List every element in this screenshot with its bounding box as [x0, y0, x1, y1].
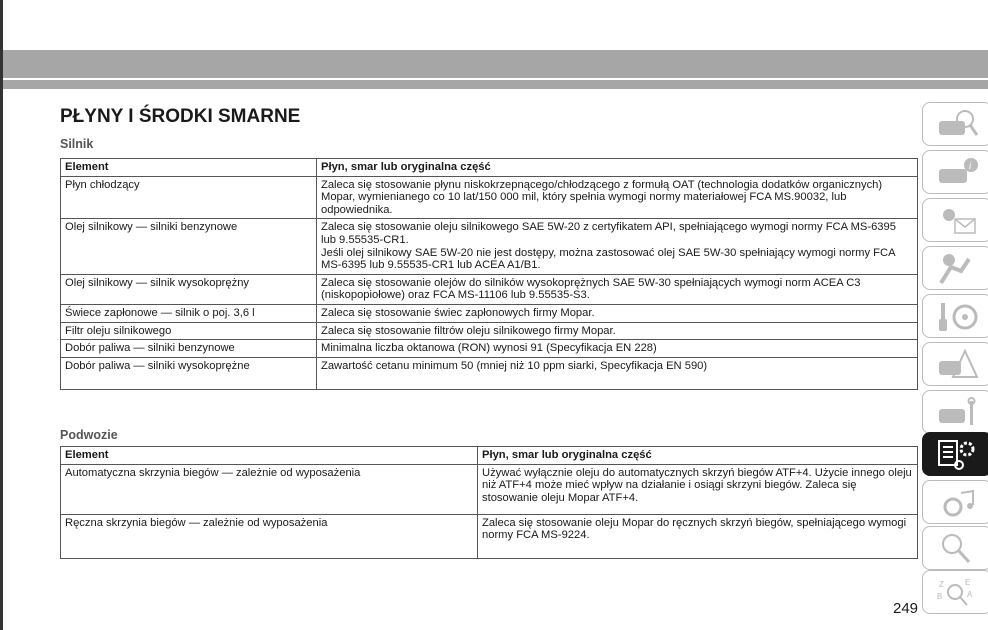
multimedia-icon: [935, 485, 979, 519]
tab-multimedia[interactable]: [922, 480, 988, 524]
svg-text:i: i: [969, 161, 972, 172]
tab-car-service[interactable]: [922, 390, 988, 434]
warning-lights-mail-icon: [935, 203, 979, 237]
car-search-icon: [935, 107, 979, 141]
cell-fluid: Zaleca się stosowanie świec zapłonowych firmy Mopar.: [317, 304, 918, 322]
index-icon: [935, 575, 979, 609]
car-hazard-triangle-icon: [935, 347, 979, 381]
col-header: Element: [61, 159, 317, 177]
tab-key-steering[interactable]: [922, 294, 988, 338]
engine-fluids-table: [60, 158, 918, 390]
section-heading-podwozie: Podwozie: [60, 428, 118, 442]
cell-element: Automatyczna skrzynia biegów — zależnie od wyposażenia: [61, 464, 478, 514]
cell-fluid: [317, 219, 918, 274]
tab-car-search[interactable]: [922, 102, 988, 146]
page-number: 249: [893, 600, 919, 617]
col-header: Płyn, smar lub oryginalna część: [478, 447, 918, 465]
cell-element: Dobór paliwa — silniki wysokoprężne: [61, 357, 317, 389]
key-steering-wheel-icon: [935, 299, 979, 333]
cell-element: Filtr oleju silnikowego: [61, 322, 317, 340]
header-band-lower: [3, 80, 988, 89]
cell-fluid: Zaleca się stosowanie oleju Mopar do ręcznych skrzyń biegów, spełniającego wymogi normy FCA MS-9224.: [478, 514, 918, 558]
svg-text:B: B: [937, 592, 943, 601]
table-row: [61, 274, 918, 304]
page-title: PŁYNY I ŚRODKI SMARNE: [60, 106, 301, 127]
tab-airbag-seat[interactable]: [922, 246, 988, 290]
svg-text:E: E: [965, 578, 971, 587]
cell-fluid: Używać wyłącznie oleju do automatycznych skrzyń biegów ATF+4. Użycie innego oleju niż ATF+4 może mieć wpływ na działanie i osiągi skrzyni biegów. Zaleca się stosowanie oleju Mopar ATF+4.: [478, 464, 918, 514]
tab-warning-lights[interactable]: [922, 198, 988, 242]
table-row: [61, 340, 918, 358]
table-row: [61, 176, 918, 219]
table-row: [61, 514, 918, 558]
col-header: Element: [61, 447, 478, 465]
cell-element: Olej silnikowy — silnik wysokoprężny: [61, 274, 317, 304]
cell-text: Zaleca się stosowanie oleju silnikowego SAE 5W-20 z certyfikatem API, spełniającego wymogi normy FCA MS-6395 lub 9.55535-CR1.: [321, 221, 896, 246]
technical-specs-icon: [935, 437, 979, 471]
cell-fluid: Minimalna liczba oktanowa (RON) wynosi 91 (Specyfikacja EN 228): [317, 340, 918, 358]
car-info-icon: [935, 155, 979, 189]
table-row: [61, 357, 918, 389]
cell-fluid: Zaleca się stosowanie filtrów oleju silnikowego firmy Mopar.: [317, 322, 918, 340]
search-icon: [935, 531, 979, 565]
cell-text: Jeśli olej silnikowy SAE 5W-20 nie jest dostępy, można zastosować olej SAE 5W-30 spełniający wymogi normy FCA MS-6395 lub 9.55535-CR1 lub ACEA A1/B1.: [321, 246, 895, 272]
tab-hazard[interactable]: [922, 342, 988, 386]
svg-text:Z: Z: [939, 580, 944, 589]
table-row: [61, 464, 918, 514]
table-row: [61, 322, 918, 340]
section-heading-silnik: Silnik: [60, 137, 94, 151]
car-wrench-icon: [935, 395, 979, 429]
cell-fluid: Zaleca się stosowanie olejów do silników wysokoprężnych SAE 5W-30 spełniających wymogi norm ACEA C3 (niskopopiołowe) oraz FCA MS-11106 lub 9.55535-S3.: [317, 274, 918, 304]
tab-technical-specs[interactable]: [922, 432, 988, 476]
cell-element: Dobór paliwa — silniki benzynowe: [61, 340, 317, 358]
cell-element: Świece zapłonowe — silnik o poj. 3,6 l: [61, 304, 317, 322]
table-row: [61, 304, 918, 322]
page-edge: [0, 0, 3, 630]
cell-fluid: Zaleca się stosowanie płynu niskokrzepnącego/chłodzącego z formułą OAT (technologia dodatków organicznych) Mopar, wymienianego co 10 lat/150 000 mil, który spełnia wymogi normy materiałowej FCA MS.90032, lub odpowiednika.: [317, 176, 918, 219]
cell-element: Ręczna skrzynia biegów — zależnie od wyposażenia: [61, 514, 478, 558]
cell-element: Płyn chłodzący: [61, 176, 317, 219]
table-row: [61, 219, 918, 274]
chassis-fluids-table: [60, 446, 918, 559]
col-header: Płyn, smar lub oryginalna część: [317, 159, 918, 177]
tab-index[interactable]: [922, 570, 988, 614]
svg-text:A: A: [967, 590, 973, 599]
airbag-seat-icon: [935, 251, 979, 285]
cell-element: Olej silnikowy — silniki benzynowe: [61, 219, 317, 274]
cell-fluid: Zawartość cetanu minimum 50 (mniej niż 10 ppm siarki, Specyfikacja EN 590): [317, 357, 918, 389]
tab-search[interactable]: [922, 526, 988, 570]
header-band: [3, 50, 988, 78]
tab-car-info[interactable]: [922, 150, 988, 194]
